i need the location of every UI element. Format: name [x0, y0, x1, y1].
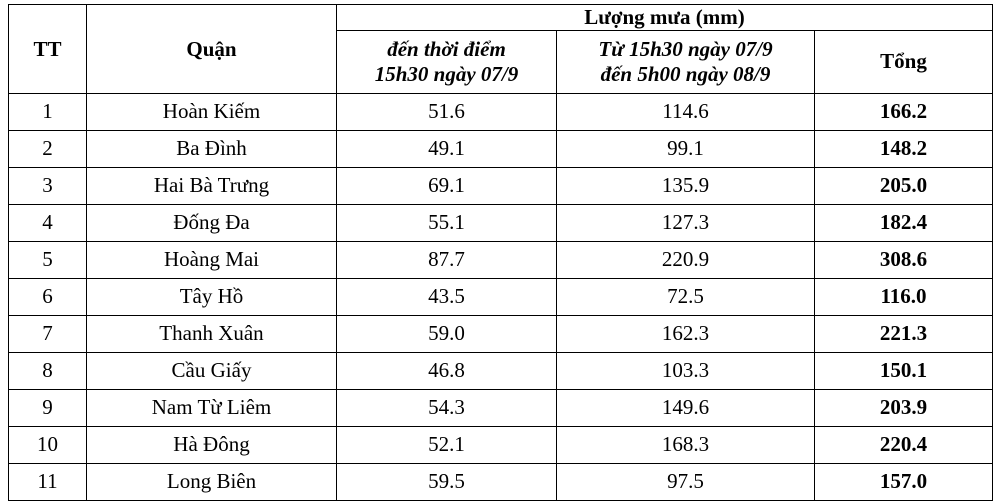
- cell-period-1: 55.1: [337, 204, 557, 241]
- cell-district: Thanh Xuân: [87, 315, 337, 352]
- cell-total: 308.6: [815, 241, 993, 278]
- cell-period-1: 51.6: [337, 93, 557, 130]
- cell-period-2: 99.1: [557, 130, 815, 167]
- cell-period-1: 59.5: [337, 463, 557, 500]
- table-row: [9, 93, 993, 130]
- column-header-period-1: [337, 30, 557, 93]
- cell-total: 203.9: [815, 389, 993, 426]
- cell-tt: 7: [9, 315, 87, 352]
- cell-period-2: 103.3: [557, 352, 815, 389]
- table-row: [9, 352, 993, 389]
- cell-total: 220.4: [815, 426, 993, 463]
- cell-tt: 1: [9, 93, 87, 130]
- column-header-tt: TT: [9, 5, 87, 94]
- cell-district: Hoàn Kiếm: [87, 93, 337, 130]
- cell-period-2: 168.3: [557, 426, 815, 463]
- table-row: [9, 130, 993, 167]
- cell-total: 182.4: [815, 204, 993, 241]
- cell-tt: 10: [9, 426, 87, 463]
- cell-total: 148.2: [815, 130, 993, 167]
- cell-tt: 8: [9, 352, 87, 389]
- cell-district: Ba Đình: [87, 130, 337, 167]
- table-row: [9, 204, 993, 241]
- cell-period-1: 87.7: [337, 241, 557, 278]
- cell-district: Hai Bà Trưng: [87, 167, 337, 204]
- cell-tt: 9: [9, 389, 87, 426]
- table-row: [9, 463, 993, 500]
- cell-period-2: 97.5: [557, 463, 815, 500]
- table-header-row-group: [9, 5, 993, 31]
- cell-tt: 5: [9, 241, 87, 278]
- cell-total: 116.0: [815, 278, 993, 315]
- cell-total: 166.2: [815, 93, 993, 130]
- cell-period-1: 54.3: [337, 389, 557, 426]
- cell-period-1: 52.1: [337, 426, 557, 463]
- cell-period-1: 59.0: [337, 315, 557, 352]
- cell-tt: 2: [9, 130, 87, 167]
- table-header: [9, 5, 993, 94]
- cell-total: 157.0: [815, 463, 993, 500]
- cell-tt: 3: [9, 167, 87, 204]
- table-row: [9, 315, 993, 352]
- cell-total: 221.3: [815, 315, 993, 352]
- column-header-period-1-line1: đến thời điểm: [387, 37, 506, 61]
- cell-district: Long Biên: [87, 463, 337, 500]
- cell-period-1: 69.1: [337, 167, 557, 204]
- cell-district: Hoàng Mai: [87, 241, 337, 278]
- cell-period-2: 72.5: [557, 278, 815, 315]
- column-header-period-2-line2: đến 5h00 ngày 08/9: [600, 61, 771, 86]
- column-header-rainfall-group: Lượng mưa (mm): [337, 5, 993, 31]
- cell-period-2: 220.9: [557, 241, 815, 278]
- cell-district: Đống Đa: [87, 204, 337, 241]
- column-header-period-2: [557, 30, 815, 93]
- cell-tt: 11: [9, 463, 87, 500]
- table-row: [9, 241, 993, 278]
- cell-period-2: 149.6: [557, 389, 815, 426]
- cell-period-2: 114.6: [557, 93, 815, 130]
- cell-tt: 6: [9, 278, 87, 315]
- cell-period-2: 135.9: [557, 167, 815, 204]
- column-header-period-1-line2: 15h30 ngày 07/9: [374, 61, 519, 86]
- cell-period-2: 127.3: [557, 204, 815, 241]
- table-row: [9, 426, 993, 463]
- cell-period-1: 49.1: [337, 130, 557, 167]
- cell-period-1: 43.5: [337, 278, 557, 315]
- cell-total: 205.0: [815, 167, 993, 204]
- table-body: [9, 93, 993, 500]
- table-row: [9, 278, 993, 315]
- cell-district: Tây Hồ: [87, 278, 337, 315]
- column-header-district: Quận: [87, 5, 337, 94]
- cell-district: Nam Từ Liêm: [87, 389, 337, 426]
- table-row: [9, 167, 993, 204]
- cell-district: Cầu Giấy: [87, 352, 337, 389]
- cell-district: Hà Đông: [87, 426, 337, 463]
- cell-period-2: 162.3: [557, 315, 815, 352]
- cell-total: 150.1: [815, 352, 993, 389]
- rainfall-table: [8, 4, 993, 501]
- column-header-total: Tổng: [815, 30, 993, 93]
- table-row: [9, 389, 993, 426]
- column-header-period-2-line1: Từ 15h30 ngày 07/9: [598, 37, 773, 61]
- cell-period-1: 46.8: [337, 352, 557, 389]
- cell-tt: 4: [9, 204, 87, 241]
